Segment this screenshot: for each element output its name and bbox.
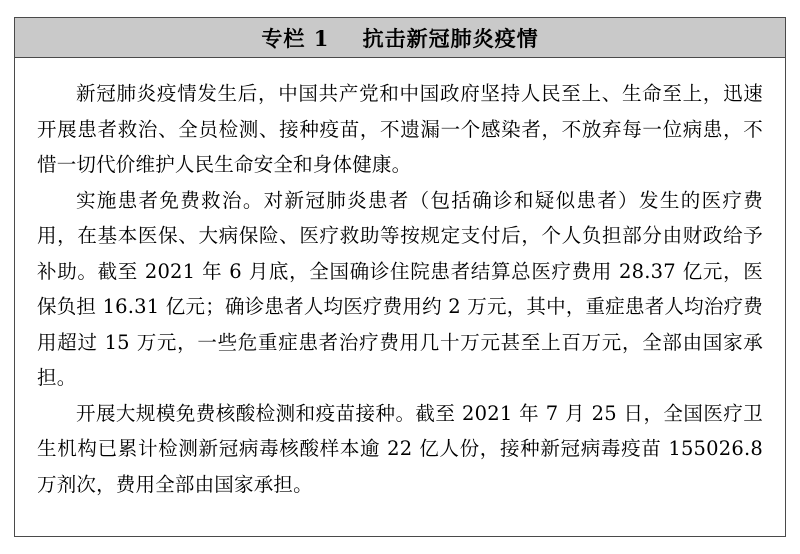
feature-box-title: 专栏 1 抗击新冠肺炎疫情 [261,25,539,51]
paragraph-1: 新冠肺炎疫情发生后，中国共产党和中国政府坚持人民至上、生命至上，迅速开展患者救治、全员检测、接种疫苗，不遗漏一个感染者，不放弃每一位病患，不惜一切代价维护人民生命安全和身体健康。 [37,82,763,176]
feature-box-header [15,18,785,58]
paragraph-3: 开展大规模免费核酸检测和疫苗接种。截至 2021 年 7 月 25 日，全国医疗卫生机构已累计检测新冠病毒核酸样本逾 22 亿人份，接种新冠病毒疫苗 155026.8 万剂次，费用全部由国家承担。 [37,401,763,496]
feature-box [14,17,786,537]
paragraph-2: 实施患者免费救治。对新冠肺炎患者（包括确诊和疑似患者）发生的医疗费用，在基本医保、大病保险、医疗救助等按规定支付后，个人负担部分由财政给予补助。截至 2021 年 6 月底，全国确诊住院患者结算总医疗费用 28.37 亿元，医保负担 16.31 亿元；确诊患者人均医疗费用约 2 万元，其中，重症患者人均治疗费用超过 15 万元，一些危重症患者治疗费用几十万元甚至上百万元，全部由国家承担。 [37,188,763,389]
feature-box-body [15,58,785,512]
